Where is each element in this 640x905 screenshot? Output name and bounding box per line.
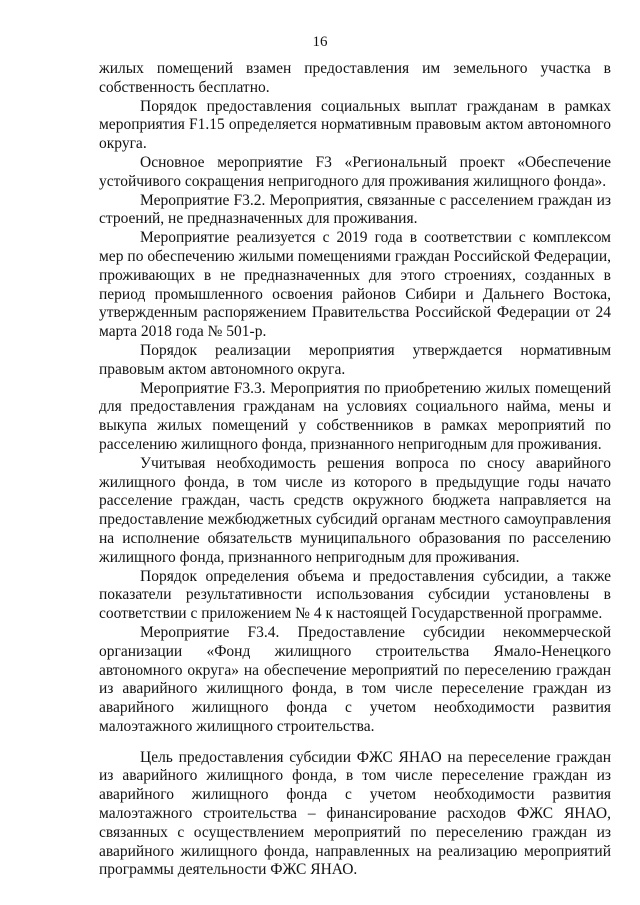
document-body: [99, 60, 611, 880]
paragraph-f1-15-procedure: Порядок предоставления социальных выплат гражданам в рамках мероприятия F1.15 определяется нормативным правовым актом автономного округа.: [99, 97, 611, 153]
paragraph-f3-2-procedure: Порядок реализации мероприятия утверждается нормативным правовым актом автономного округа.: [99, 341, 611, 378]
paragraph-activity-f3-3: Мероприятие F3.3. Мероприятия по приобретению жилых помещений для предоставления гражданам на условиях социального найма, мены и выкупа жилых помещений у собственников в рамках мероприятий по расселению жилищного фонда, признанного непригодным для проживания.: [99, 379, 611, 453]
paragraph-emergency-housing: Учитывая необходимость решения вопроса по сносу аварийного жилищного фонда, в том числе из которого в предыдущие годы начато расселение граждан, часть средств окружного бюджета направляется на предоставление межбюджетных субсидий органам местного самоуправления на исполнение обязательств муниципального образования по расселению жилищного фонда, признанного непригодным для проживания.: [99, 454, 611, 566]
paragraph-activity-f3-2: Мероприятие F3.2. Мероприятия, связанные с расселением граждан из строений, не предназначенных для проживания.: [99, 191, 611, 228]
paragraph-f3-2-implementation: Мероприятие реализуется с 2019 года в соответствии с комплексом мер по обеспечению жилыми помещениями граждан Российской Федерации, проживающих в не предназначенных для этого строениях, созданных в период промышленного освоения районов Сибири и Дальнего Востока, утвержденным распоряжением Правительства Российской Федерации от 24 марта 2018 года № 501-р.: [99, 229, 611, 341]
paragraph-subsidy-procedure: Порядок определения объема и предоставления субсидии, а также показатели результативности использования субсидии установлены в соответствии с приложением № 4 к настоящей Государственной программе.: [99, 567, 611, 623]
paragraph-activity-f3-4: Мероприятие F3.4. Предоставление субсидии некоммерческой организации «Фонд жилищного строительства Ямало-Ненецкого автономного округа» на обеспечение мероприятий по переселению граждан из аварийного жилищного фонда, в том числе переселение граждан из аварийного жилищного фонда с учетом необходимости развития малоэтажного жилищного строительства.: [99, 623, 611, 735]
page-number: 16: [312, 34, 328, 50]
paragraph-subsidy-purpose: Цель предоставления субсидии ФЖС ЯНАО на переселение граждан из аварийного жилищного фонда, в том числе переселение граждан из аварийного жилищного фонда с учетом необходимости развития малоэтажного строительства – финансирование расходов ФЖС ЯНАО, связанных с осуществлением мероприятий по переселению граждан из аварийного жилищного фонда, направленных на реализацию мероприятий программы деятельности ФЖС ЯНАО.: [99, 748, 611, 879]
paragraph-continuation: жилых помещений взамен предоставления им земельного участка в собственность бесплатно.: [99, 60, 611, 96]
paragraph-main-activity-f3: Основное мероприятие F3 «Региональный проект «Обеспечение устойчивого сокращения непригодного для проживания жилищного фонда».: [99, 153, 611, 190]
